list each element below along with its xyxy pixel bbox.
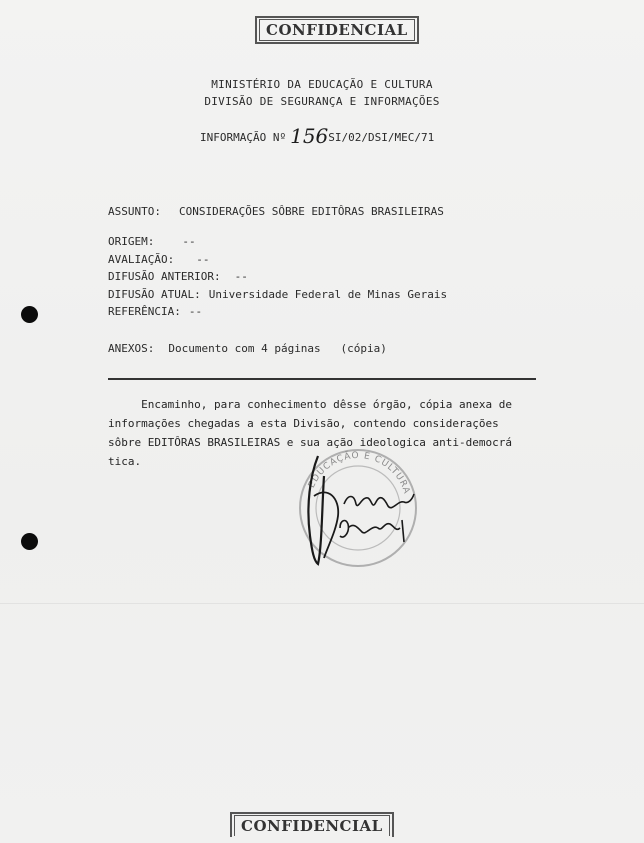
ministry-heading: MINISTÉRIO DA EDUCAÇÃO E CULTURA — [211, 78, 433, 91]
body-line-4: tica. — [108, 455, 142, 468]
reference-field — [108, 305, 202, 318]
attachments-field — [108, 342, 387, 355]
punch-hole-lower — [21, 533, 38, 550]
body-line-2: informações chegadas a esta Divisão, contendo considerações — [108, 417, 499, 430]
current-distribution-label: DIFUSÃO ATUAL: — [108, 288, 201, 301]
confidential-stamp-bottom-text: CONFIDENCIAL — [234, 815, 390, 836]
origin-field — [108, 235, 196, 248]
information-number-handwritten: 156 — [290, 124, 329, 148]
subject-value: CONSIDERAÇÕES SÔBRE EDITÔRAS BRASILEIRAS — [178, 205, 444, 218]
punch-hole-upper — [21, 306, 38, 323]
confidential-stamp-top — [255, 16, 419, 44]
subject-label: ASSUNTO: — [108, 205, 161, 218]
previous-distribution-field — [108, 270, 248, 283]
page-fold-line — [0, 603, 644, 604]
information-number-line — [200, 122, 434, 146]
attachments-label: ANEXOS: — [108, 342, 155, 355]
evaluation-field — [108, 253, 209, 266]
official-seal-with-signature — [288, 436, 428, 576]
reference-value: -- — [188, 305, 203, 318]
origin-value: -- — [182, 235, 196, 248]
information-label: INFORMAÇÃO Nº — [200, 131, 287, 144]
reference-label: REFERÊNCIA: — [108, 305, 181, 318]
confidential-stamp-top-text: CONFIDENCIAL — [259, 19, 415, 41]
evaluation-label: AVALIAÇÃO: — [108, 253, 175, 266]
evaluation-value: -- — [196, 253, 210, 266]
previous-distribution-label: DIFUSÃO ANTERIOR: — [108, 270, 221, 283]
svg-text:EDUCAÇÃO E CULTURA: EDUCAÇÃO E CULTURA — [306, 450, 412, 496]
confidential-stamp-bottom — [230, 812, 394, 837]
separator-rule — [108, 378, 536, 380]
current-distribution-field — [108, 288, 447, 301]
attachments-value: Documento com 4 páginas (cópia) — [168, 342, 387, 355]
subject-field — [108, 205, 444, 218]
information-suffix: SI/02/DSI/MEC/71 — [328, 131, 435, 144]
body-line-3: sôbre EDITÔRAS BRASILEIRAS e sua ação ideologica anti-democrá — [108, 436, 512, 449]
body-line-1: Encaminho, para conhecimento dêsse órgão, cópia anexa de — [108, 398, 512, 411]
previous-distribution-value: -- — [234, 270, 248, 283]
division-heading: DIVISÃO DE SEGURANÇA E INFORMAÇÕES — [204, 95, 440, 108]
current-distribution-value: Universidade Federal de Minas Gerais — [208, 288, 448, 301]
origin-label: ORIGEM: — [108, 235, 155, 248]
